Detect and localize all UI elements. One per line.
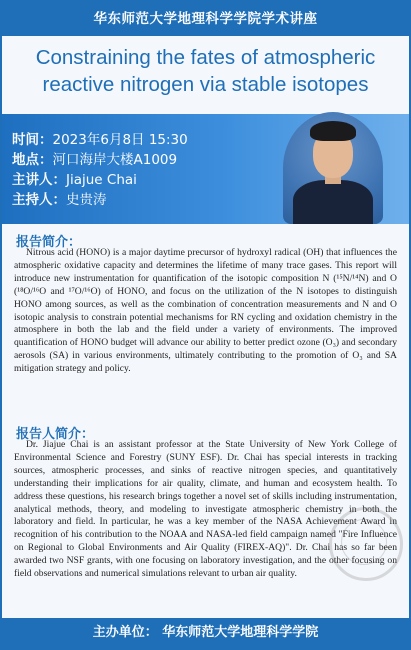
speaker-label: 主讲人： [12,172,66,188]
host-row [12,190,188,210]
time-row [12,130,188,150]
photo-shirt [293,180,373,224]
bio-heading: 报告人简介： [16,427,95,442]
photo-hair [310,121,356,141]
time-value: 2023年6月8日 15:30 [52,132,188,148]
time-label: 时间： [12,132,53,148]
header-bar [2,2,409,36]
bio-text: Dr. Jiajue Chai is an assistant professor at the State University of New York College of Environmental Science and Forestry (SUNY ESF). Dr. Chai has special interests in tracking sources, atmospheric processes, and sinks of reactive nitrogen species, and quantitatively understanding their implications for air quality, climate, and human and ecosystem health. To address these questions, his research brings together a novel set of skills including instrumentation, analytical methods, theory, and modeling to investigate atmospheric chemistry in both the laboratory and field. In particular, he was a key member of the NASA Achievement Award in recognition of his contribution to the NOAA and NASA-led field campaign named "Fire Influence on Regional to Global Environments and Air Quality (FIREX-AQ)". Dr. Chai has so far been awarded two NSF grants, with one focusing on laboratory investigation, and the other focusing on field observations and numerical simulations relevant to urban air quality. [14,439,397,580]
footer-bar [2,618,409,648]
host-value: 史贵涛 [66,192,107,208]
university-seal-watermark [329,507,403,581]
header-title: 华东师范大学地理科学学院学术讲座 [93,11,318,27]
speaker-photo [283,112,383,224]
host-label: 主持人： [12,192,66,208]
place-value: 河口海岸大楼A1009 [52,152,178,168]
place-row [12,150,188,170]
abstract-text: Nitrous acid (HONO) is a major daytime precursor of hydroxyl radical (OH) that influences the atmospheric oxidative capacity and determines the lifetime of many trace gases. This report will introduce new instrumentation for quantification of the isotopic composition N (¹⁵N/¹⁴N) and O (¹⁸O/¹⁶O and ¹⁷O/¹⁶O) of HONO, and focus on the utilization of the N isotopes to distinguish HONO among sources, as well as the combination of concentration measurements and N and O isotopic analysis to constrain potential mechanisms for RN cycling and oxidation chemistry in the atmosphere in both the lab and the field under a variety of environments. The improved quantification of HONO budget will advance our ability to better predict ozone (O₃) and secondary aerosols (SA) in various environments, ultimately contributing to the promotion of O₃ and SA mitigation strategy and policy. [14,247,397,375]
abstract-heading: 报告简介： [16,235,82,250]
speaker-value: Jiajue Chai [66,172,137,188]
info-band [2,114,409,224]
speaker-row [12,170,188,190]
talk-title: Constraining the fates of atmospheric reactive nitrogen via stable isotopes [35,46,376,96]
place-label: 地点： [12,152,53,168]
event-info [12,130,188,210]
organizer-text: 主办单位： 华东师范大学地理科学学院 [92,625,319,640]
